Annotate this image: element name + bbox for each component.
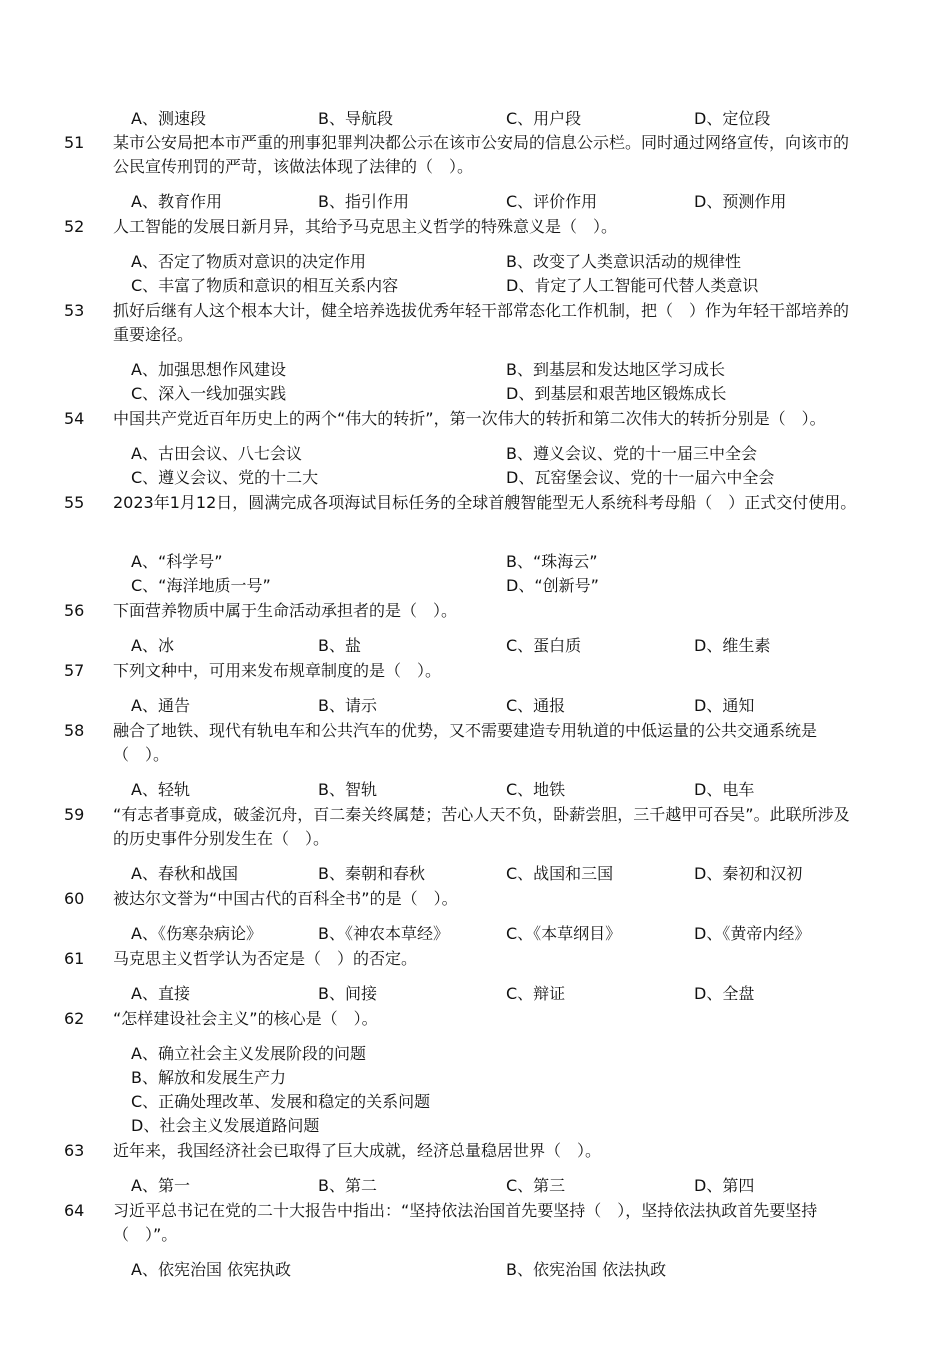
- option-a: A、依宪治国 依宪执政: [131, 1260, 292, 1279]
- question-number: 56: [64, 601, 85, 620]
- option-d: D、预测作用: [694, 192, 787, 211]
- option-d: D、全盘: [694, 984, 755, 1003]
- question-text: “有志者事竟成，破釜沉舟，百二秦关终属楚；苦心人天不负，卧薪尝胆，三千越甲可吞吴”。此联所涉及的历史事件分别发生在（ ）。: [113, 805, 850, 848]
- option-b: B、盐: [318, 636, 361, 655]
- option-a: A、否定了物质对意识的决定作用: [131, 252, 366, 271]
- option-d: D、瓦窑堡会议、党的十一届六中全会: [506, 468, 775, 487]
- question-number: 64: [64, 1201, 85, 1220]
- option-b: B、请示: [318, 696, 377, 715]
- question-number: 58: [64, 721, 85, 740]
- option-d: D、肯定了人工智能可代替人类意识: [506, 276, 759, 295]
- option-d: D、维生素: [694, 636, 771, 655]
- option-a: A、测速段: [131, 109, 206, 128]
- question-text: 中国共产党近百年历史上的两个“伟大的转折”，第一次伟大的转折和第二次伟大的转折分别是（ ）。: [113, 409, 826, 428]
- question-number: 63: [64, 1141, 85, 1160]
- option-a: A、古田会议、八七会议: [131, 444, 302, 463]
- question-text: 习近平总书记在党的二十大报告中指出：“坚持依法治国首先要坚持（ ），坚持依法执政首先要坚持（ ）”。: [113, 1201, 818, 1244]
- option-c: C、《本草纲目》: [506, 924, 622, 943]
- option-b: B、遵义会议、党的十一届三中全会: [506, 444, 757, 463]
- question-number: 55: [64, 493, 85, 512]
- option-c: C、辩证: [506, 984, 566, 1003]
- question-number: 59: [64, 805, 85, 824]
- question-text: 2023年1月12日，圆满完成各项海试目标任务的全球首艘智能型无人系统科考母船（ ）正式交付使用。: [113, 493, 857, 512]
- option-b: B、第二: [318, 1176, 377, 1195]
- option-b: B、改变了人类意识活动的规律性: [506, 252, 741, 271]
- option-c: C、蛋白质: [506, 636, 582, 655]
- option-d: D、秦初和汉初: [694, 864, 803, 883]
- option-d: D、通知: [694, 696, 755, 715]
- option-a: A、春秋和战国: [131, 864, 238, 883]
- question-number: 54: [64, 409, 85, 428]
- question-text: 人工智能的发展日新月异，其给予马克思主义哲学的特殊意义是（ ）。: [113, 217, 618, 236]
- option-b: B、“珠海云”: [506, 552, 598, 571]
- option-a: A、加强思想作风建设: [131, 360, 286, 379]
- option-a: A、第一: [131, 1176, 190, 1195]
- question-text: 抓好后继有人这个根本大计，健全培养选拔优秀年轻干部常态化工作机制，把（ ）作为年轻干部培养的重要途径。: [113, 301, 850, 344]
- option-d: D、定位段: [694, 109, 771, 128]
- question-number: 53: [64, 301, 85, 320]
- option-d: D、“创新号”: [506, 576, 599, 595]
- option-a: A、《伤寒杂病论》: [131, 924, 262, 943]
- option-b: B、秦朝和春秋: [318, 864, 425, 883]
- option-c: C、“海洋地质一号”: [131, 576, 271, 595]
- option-b: B、解放和发展生产力: [131, 1068, 286, 1087]
- option-c: C、用户段: [506, 109, 582, 128]
- option-c: C、深入一线加强实践: [131, 384, 287, 403]
- question-text: 马克思主义哲学认为否定是（ ）的否定。: [113, 949, 418, 968]
- option-a: A、“科学号”: [131, 552, 223, 571]
- question-number: 51: [64, 133, 85, 152]
- option-a: A、直接: [131, 984, 190, 1003]
- question-text: 某市公安局把本市严重的刑事犯罪判决都公示在该市公安局的信息公示栏。同时通过网络宣传，向该市的公民宣传刑罚的严苛，该做法体现了法律的（ ）。: [113, 133, 850, 176]
- question-number: 57: [64, 661, 85, 680]
- question-text: 被达尔文誉为“中国古代的百科全书”的是（ ）。: [113, 889, 458, 908]
- option-d: D、到基层和艰苦地区锻炼成长: [506, 384, 727, 403]
- option-c: C、地铁: [506, 780, 566, 799]
- option-c: C、战国和三国: [506, 864, 614, 883]
- question-text: 下面营养物质中属于生命活动承担者的是（ ）。: [113, 601, 458, 620]
- option-b: B、到基层和发达地区学习成长: [506, 360, 725, 379]
- option-a: A、通告: [131, 696, 190, 715]
- option-c: C、遵义会议、党的十二大: [131, 468, 319, 487]
- option-c: C、丰富了物质和意识的相互关系内容: [131, 276, 399, 295]
- question-text: 下列文种中，可用来发布规章制度的是（ ）。: [113, 661, 442, 680]
- question-text: “怎样建设社会主义”的核心是（ ）。: [113, 1009, 378, 1028]
- option-c: C、通报: [506, 696, 566, 715]
- option-b: B、《神农本草经》: [318, 924, 449, 943]
- option-d: D、电车: [694, 780, 755, 799]
- question-number: 61: [64, 949, 85, 968]
- option-b: B、依宪治国 依法执政: [506, 1260, 667, 1279]
- question-number: 60: [64, 889, 85, 908]
- option-a: A、轻轨: [131, 780, 190, 799]
- option-c: C、正确处理改革、发展和稳定的关系问题: [131, 1092, 431, 1111]
- option-c: C、评价作用: [506, 192, 598, 211]
- option-b: B、智轨: [318, 780, 377, 799]
- question-number: 62: [64, 1009, 85, 1028]
- option-a: A、确立社会主义发展阶段的问题: [131, 1044, 366, 1063]
- option-d: D、《黄帝内经》: [694, 924, 811, 943]
- question-number: 52: [64, 217, 85, 236]
- option-b: B、导航段: [318, 109, 393, 128]
- option-a: A、冰: [131, 636, 174, 655]
- option-b: B、指引作用: [318, 192, 409, 211]
- question-text: 近年来，我国经济社会已取得了巨大成就，经济总量稳居世界（ ）。: [113, 1141, 602, 1160]
- option-b: B、间接: [318, 984, 377, 1003]
- option-d: D、社会主义发展道路问题: [131, 1116, 320, 1135]
- question-text: 融合了地铁、现代有轨电车和公共汽车的优势，又不需要建造专用轨道的中低运量的公共交通系统是（ ）。: [113, 721, 818, 764]
- option-c: C、第三: [506, 1176, 566, 1195]
- option-a: A、教育作用: [131, 192, 222, 211]
- option-d: D、第四: [694, 1176, 755, 1195]
